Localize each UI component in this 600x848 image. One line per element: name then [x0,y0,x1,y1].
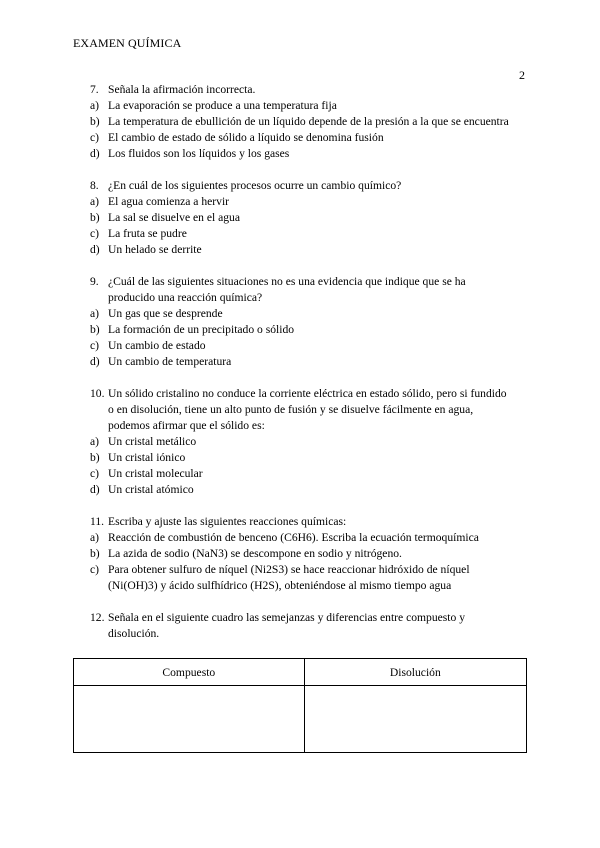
exam-title: EXAMEN QUÍMICA [73,36,182,50]
option-b: b) La temperatura de ebullición de un líquido depende de la presión a la que se encuentra [90,115,509,128]
option-d: d) Un helado se derrite [90,243,202,256]
table-header-compuesto: Compuesto [74,659,305,686]
question-text-cont: o en disolución, tiene un alto punto de fusión y se disuelve fácilmente en agua, [108,403,474,416]
question-text: 12. Señala en el siguiente cuadro las semejanzas y diferencias entre compuesto y [90,611,466,624]
table-header-disolucion: Disolución [304,659,526,686]
option-d: d) Un cristal atómico [90,483,194,496]
question-text-cont: disolución. [108,627,160,640]
option-d: d) Un cambio de temperatura [90,355,232,368]
question-text-cont: producido una reacción química? [108,291,263,304]
option-b: b) La azida de sodio (NaN3) se descompone en sodio y nitrógeno. [90,547,402,560]
questions-list [90,82,530,658]
question-8 [90,178,530,258]
option-d: d) Los fluidos son los líquidos y los gases [90,147,290,160]
question-11 [90,514,530,594]
option-a: a) La evaporación se produce a una temperatura fija [90,99,337,112]
question-text-cont: podemos afirmar que el sólido es: [108,419,265,432]
option-a: a) Un cristal metálico [90,435,197,448]
question-7 [90,82,530,162]
option-b: b) La formación de un precipitado o sólido [90,323,295,336]
question-text: 7. Señala la afirmación incorrecta. [90,83,256,96]
question-10 [90,386,530,498]
option-c-cont: (Ni(OH)3) y ácido sulfhídrico (H2S), obteniéndose al mismo tiempo agua [108,579,452,592]
question-9 [90,274,530,370]
option-c: c) El cambio de estado de sólido a líquido se denomina fusión [90,131,384,144]
option-b: b) Un cristal iónico [90,451,186,464]
option-a: a) Un gas que se desprende [90,307,223,320]
question-text: 11. Escriba y ajuste las siguientes reacciones químicas: [90,515,347,528]
page-number: 2 [519,68,525,82]
option-a: a) Reacción de combustión de benceno (C6H6). Escriba la ecuación termoquímica [90,531,479,544]
option-c: c) Para obtener sulfuro de níquel (Ni2S3) se hace reaccionar hidróxido de níquel [90,563,470,576]
option-b: b) La sal se disuelve en el agua [90,211,240,224]
option-c: c) La fruta se pudre [90,227,187,240]
option-c: c) Un cambio de estado [90,339,206,352]
comparison-table [73,658,527,753]
option-c: c) Un cristal molecular [90,467,203,480]
table-cell-compuesto [74,686,305,753]
question-12 [90,610,530,642]
question-text: 8. ¿En cuál de los siguientes procesos ocurre un cambio químico? [90,179,402,192]
option-a: a) El agua comienza a hervir [90,195,230,208]
question-text: 9. ¿Cuál de las siguientes situaciones no es una evidencia que indique que se ha [90,275,466,288]
question-text: 10. Un sólido cristalino no conduce la corriente eléctrica en estado sólido, pero si fundido [90,387,507,400]
table-cell-disolucion [304,686,526,753]
